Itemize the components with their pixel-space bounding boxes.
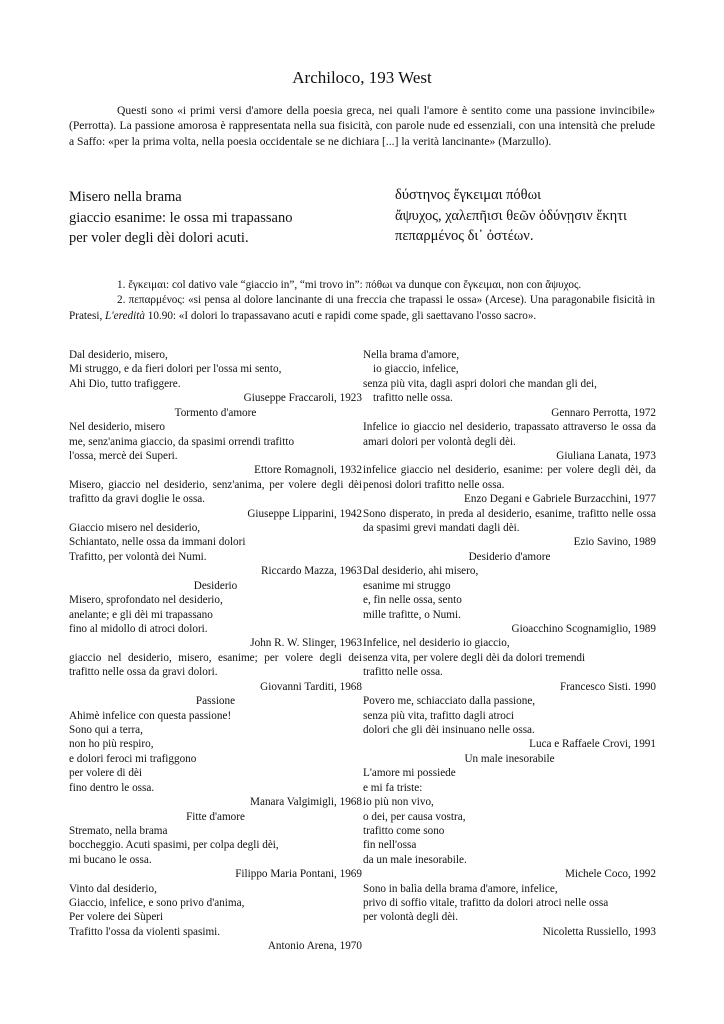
- verse-line: mille trafitte, o Numi.: [363, 608, 461, 621]
- verse-line: Mi struggo, e da fieri dolori per l'ossa mi sento,: [69, 363, 282, 376]
- verse-line: mi bucano le ossa.: [69, 853, 152, 866]
- verse-line: Schiantato, nelle ossa da immani dolori: [69, 536, 246, 549]
- verse-line: e dolori feroci mi trafiggono: [69, 752, 197, 765]
- translator-credit: Giovanni Tarditi, 1968: [260, 680, 362, 693]
- verse-line: Sono qui a terra,: [69, 723, 143, 736]
- verse-line: Nel desiderio, misero: [69, 421, 166, 434]
- translations-left-column: [69, 348, 362, 954]
- verse-line: Ahi Dio, tutto trafiggere.: [69, 377, 181, 390]
- verse-line: Povero me, schiacciato dalla passione,: [363, 695, 536, 708]
- prose-translation: infelice giaccio nel desiderio, esanime: per volere degli dèi, da penosi dolori trafitto nelle ossa.: [363, 464, 656, 491]
- verse-line: Trafitto l'ossa da violenti spasimi.: [69, 925, 221, 938]
- verse-line: Stremato, nella brama: [69, 824, 168, 837]
- verse-line: trafitto come sono: [363, 824, 445, 837]
- poem-line: Misero nella brama: [69, 189, 182, 205]
- poem-line: per voler degli dèi dolori acuti.: [69, 230, 249, 246]
- translation-title: Passione: [195, 695, 236, 708]
- verse-line: fino al midollo di atroci dolori.: [69, 623, 208, 636]
- translator-credit: Giuliana Lanata, 1973: [556, 449, 656, 462]
- poem-line: δύστηνος ἔγκειμαι πόθωι: [395, 187, 542, 203]
- translator-credit: Riccardo Mazza, 1963: [261, 565, 362, 578]
- verse-line: o dei, per causa vostra,: [363, 810, 466, 823]
- poem-line: πεπαρμένος δι᾽ ὀστέων.: [395, 228, 534, 244]
- verse-line: e, fin nelle ossa, sento: [363, 594, 462, 607]
- translator-credit: Francesco Sisti. 1990: [559, 680, 656, 693]
- verse-line: io giaccio, infelice,: [373, 363, 459, 376]
- translation-title: Fitte d'amore: [186, 810, 245, 823]
- poem-line: giaccio esanime: le ossa mi trapassano: [69, 209, 293, 226]
- verse-line: Ahimè infelice con questa passione!: [69, 709, 232, 722]
- verse-line: fin nell'ossa: [363, 839, 417, 852]
- verse-line: da un male inesorabile.: [363, 853, 467, 866]
- verse-line: io più non vivo,: [363, 796, 434, 809]
- translation-title: Tormento d'amore: [174, 406, 257, 419]
- verse-line: Trafitto, per volontà dei Numi.: [69, 550, 207, 563]
- verse-line: per volontà degli dèi.: [363, 911, 459, 924]
- intro-paragraph: Questi sono «i primi versi d'amore della poesia greca, nei quali l'amore è sentito come una passione invincibile» (Perrotta). La passione amorosa è rappresentata nella sua fisicità, con parole nude ed essenziali, con una intensità che prelude a Saffo: «per la prima volta, nella poesia occidentale se ne dichiara [...] la verità lancinante» (Marzullo).: [69, 104, 655, 148]
- prose-translation: Sono disperato, in preda al desiderio, esanime, trafitto nelle ossa da spasimi grevi mandati dagli dèi.: [363, 507, 656, 535]
- verse-line: me, senz'anima giaccio, da spasimi orrendi trafitto: [69, 435, 295, 448]
- verse-line: Sono in balìa della brama d'amore, infelice,: [363, 882, 558, 895]
- translation-title: Un male inesorabile: [464, 752, 555, 765]
- translator-credit: Ezio Savino, 1989: [573, 536, 656, 549]
- translator-credit: Luca e Raffaele Crovi, 1991: [529, 738, 656, 751]
- translator-credit: Gioacchino Scognamiglio, 1989: [511, 623, 656, 636]
- poem-line: ἄψυχος, χαλεπῆισι θεῶν ὀδύνῃσιν ἕκητι: [395, 207, 627, 224]
- translator-credit: Antonio Arena, 1970: [267, 940, 362, 953]
- verse-line: Misero, sprofondato nel desiderio,: [69, 594, 223, 607]
- verse-line: Giaccio misero nel desiderio,: [69, 522, 201, 535]
- verse-line: senza più vita, trafitto dagli atroci: [363, 709, 514, 722]
- verse-line: non ho più respiro,: [69, 738, 154, 751]
- verse-line: Giaccio, infelice, e sono privo d'anima,: [69, 897, 245, 910]
- verse-line: trafitto nelle ossa.: [363, 666, 443, 679]
- translator-credit: Ettore Romagnoli, 1932: [254, 464, 362, 477]
- verse-line: boccheggio. Acuti spasimi, per colpa degli dèi,: [69, 839, 279, 852]
- verse-line: Vinto dal desiderio,: [69, 882, 157, 895]
- verse-line: l'ossa, mercè dei Superi.: [69, 449, 178, 462]
- prose-translation: Infelice io giaccio nel desiderio, trapassato attraverso le ossa da amari dolori per volontà degli dèi.: [363, 421, 656, 448]
- page-title: Archiloco, 193 West: [292, 68, 432, 87]
- verse-line: L'amore mi possiede: [363, 767, 456, 780]
- verse-line: anelante; e gli dèi mi trapassano: [69, 608, 213, 621]
- translator-credit: Giuseppe Fraccaroli, 1923: [243, 392, 362, 405]
- translator-credit: Giuseppe Lipparini, 1942: [247, 507, 362, 520]
- italian-translation: [69, 187, 292, 249]
- verse-line: Dal desiderio, ahi misero,: [363, 565, 479, 578]
- note-2-book-title: L'eredità: [105, 309, 145, 322]
- note-2-text: 2. πεπαρμένος: «si pensa al dolore lancinante di una freccia che trapassi le ossa» (Arcese). Una paragonabile fisicità in Pratesi,: [69, 294, 655, 322]
- translations-right-column: [363, 348, 656, 939]
- verse-line: senza vita, per volere degli dèi da dolori tremendi: [363, 651, 586, 664]
- verse-line: Nella brama d'amore,: [363, 349, 460, 361]
- verse-line: trafitto nelle ossa.: [373, 392, 453, 405]
- verse-line: Infelice, nel desiderio io giaccio,: [363, 637, 510, 650]
- note-1: 1. ἔγκειμαι: col dativo vale “giaccio in”, “mi trovo in”: πόθωι va dunque con ἔγκειμαι, non con ἄψυχος.: [117, 279, 582, 291]
- footnotes: [69, 278, 655, 324]
- verse-line: dolori che gli dèi insinuano nelle ossa.: [363, 723, 535, 736]
- translator-credit: Michele Coco, 1992: [564, 868, 656, 881]
- prose-translation: giaccio nel desiderio, misero, esanime; per volere degli dei trafitto nelle ossa da gravi dolori.: [69, 651, 362, 679]
- verse-line: per volere di dèi: [69, 767, 142, 780]
- prose-translation: Misero, giaccio nel desiderio, senz'anima, per volere degli dèi trafitto da gravi doglie le ossa.: [69, 478, 362, 506]
- note-2: [69, 293, 655, 324]
- greek-original: [395, 185, 627, 247]
- translator-credit: John R. W. Slinger, 1963: [250, 637, 362, 650]
- verse-line: esanime mi struggo: [363, 579, 451, 592]
- verse-line: Per volere dei Sùperi: [69, 911, 164, 924]
- verse-line: privo di soffio vitale, trafitto da dolori atroci nelle ossa: [363, 897, 609, 910]
- note-2-text-end: 10.90: «I dolori lo trapassavano acuti e rapidi come spade, gli saettavano l'osso sacro».: [144, 309, 537, 322]
- translator-credit: Manara Valgimigli, 1968: [250, 796, 362, 809]
- translator-credit: Enzo Degani e Gabriele Burzacchini, 1977: [464, 493, 656, 506]
- verse-line: Dal desiderio, misero,: [69, 349, 168, 361]
- translation-title: Desiderio: [193, 579, 238, 592]
- translation-title: Desiderio d'amore: [468, 550, 551, 563]
- verse-line: e mi fa triste:: [363, 781, 423, 794]
- translator-credit: Nicoletta Russiello, 1993: [542, 925, 656, 938]
- translator-credit: Gennaro Perrotta, 1972: [551, 406, 656, 419]
- verse-line: senza più vita, dagli aspri dolori che mandan gli dei,: [363, 377, 597, 390]
- translator-credit: Filippo Maria Pontani, 1969: [235, 868, 362, 881]
- verse-line: fino dentro le ossa.: [69, 781, 155, 794]
